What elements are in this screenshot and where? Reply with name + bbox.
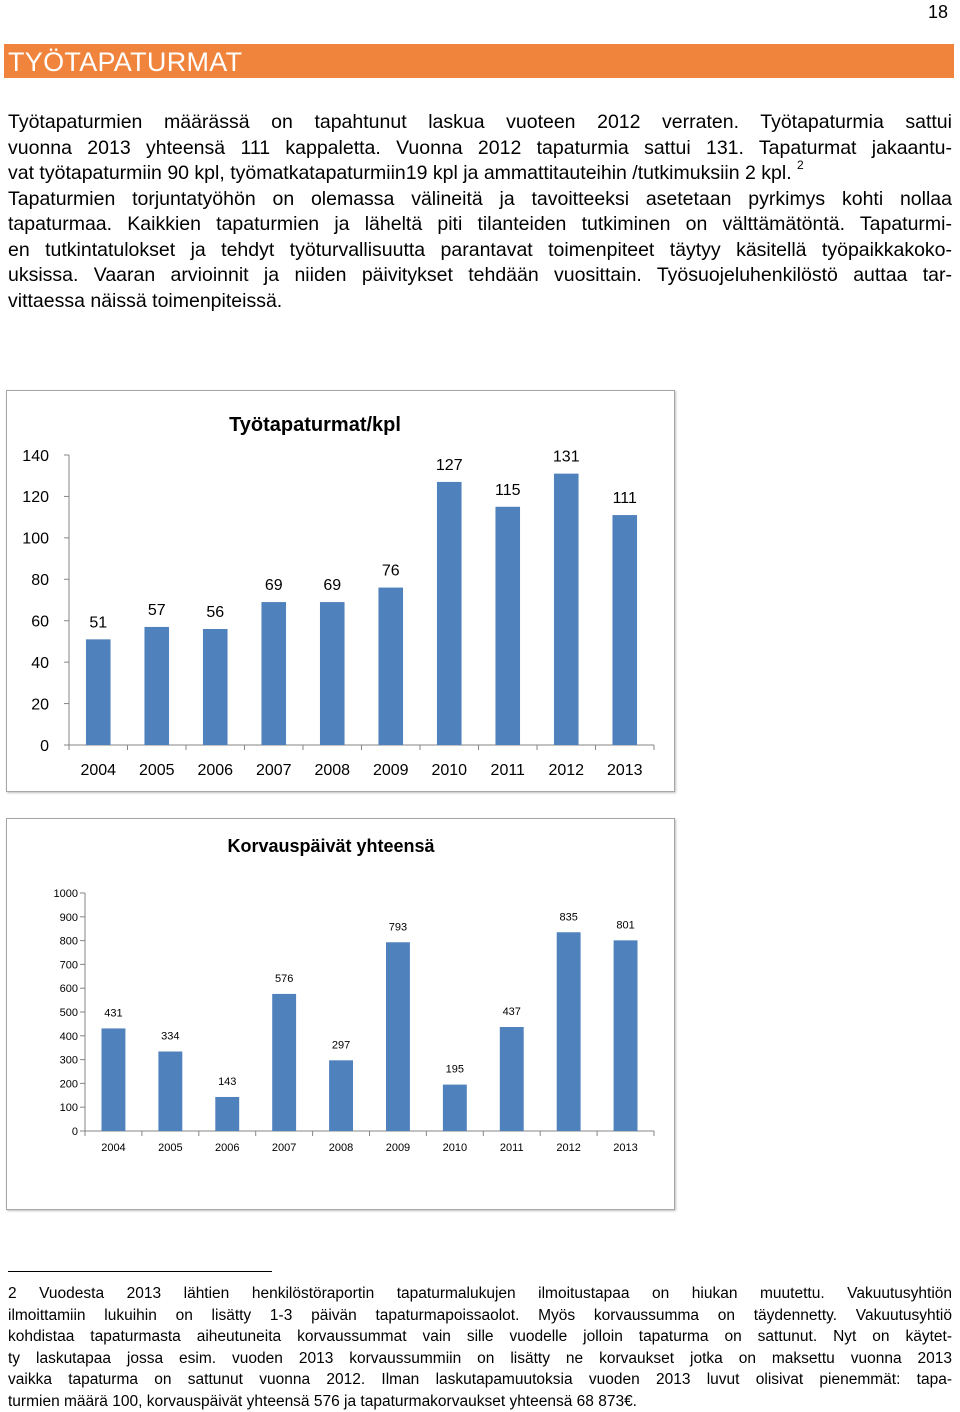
bar-2009 — [378, 588, 403, 745]
accidents-chart-svg — [7, 391, 674, 791]
y-tick-label: 600 — [60, 983, 78, 995]
y-tick-label: 700 — [60, 959, 78, 971]
bar-2006 — [215, 1097, 239, 1131]
data-label-2005: 334 — [161, 1031, 179, 1043]
chart-title: Korvauspäivät yhteensä — [227, 836, 435, 856]
x-tick-label-2008: 2008 — [329, 1142, 353, 1154]
accidents-chart — [6, 390, 675, 792]
data-label-2005: 57 — [148, 602, 166, 619]
x-tick-label-2010: 2010 — [431, 762, 467, 779]
bar-2012 — [557, 932, 581, 1131]
x-tick-label-2007: 2007 — [256, 762, 292, 779]
data-label-2011: 115 — [495, 482, 521, 499]
y-tick-label: 100 — [60, 1102, 78, 1114]
paragraph-line: Tapaturmien torjuntatyöhön on olemassa välineitä ja tavoitteeksi asetetaan pyrkimys kohti nollaa — [8, 187, 952, 213]
data-label-2012: 835 — [559, 911, 577, 923]
bar-2008 — [329, 1060, 353, 1131]
data-label-2009: 793 — [389, 921, 407, 933]
x-tick-label-2011: 2011 — [491, 762, 526, 779]
data-label-2004: 431 — [104, 1007, 122, 1019]
footnote-line: ilmoittamiin lukuihin on lisätty 1-3 päivän tapaturmapoissaolot. Myös korvaussumma on täydennetty. Vakuutusyhtiö — [8, 1305, 952, 1327]
compensation-days-chart-svg — [7, 819, 674, 1209]
y-tick-label: 120 — [22, 489, 49, 506]
data-label-2006: 56 — [206, 604, 224, 621]
paragraph-line — [8, 161, 952, 187]
footnote-line: ty laskutapaa jossa esim. vuoden 2013 korvaussummiin on lisätty ne korvaukset jotka on maksettu vuonna 2013 — [8, 1348, 952, 1370]
footnote-reference[interactable]: 2 — [797, 158, 804, 172]
footnote-line: 2 Vuodesta 2013 lähtien henkilöstöraportin tapaturmalukujen ilmoitustapaa on hiukan muutettu. Vakuutusyhtiön — [8, 1283, 952, 1305]
footnote-rule — [8, 1271, 272, 1272]
chart-title: Työtapaturmat/kpl — [229, 414, 401, 436]
bar-2009 — [386, 942, 410, 1131]
bar-2008 — [320, 602, 345, 745]
x-tick-label-2007: 2007 — [272, 1142, 296, 1154]
x-tick-label-2009: 2009 — [373, 762, 409, 779]
x-tick-label-2006: 2006 — [215, 1142, 239, 1154]
y-tick-label: 140 — [22, 448, 49, 465]
x-tick-label-2004: 2004 — [101, 1142, 125, 1154]
data-label-2012: 131 — [553, 449, 580, 466]
y-tick-label: 800 — [60, 936, 78, 948]
x-tick-label-2006: 2006 — [197, 762, 233, 779]
section-title: TYÖTAPATURMAT — [8, 47, 242, 78]
bar-2005 — [158, 1052, 182, 1131]
x-tick-label-2010: 2010 — [443, 1142, 467, 1154]
paragraph-line: tapaturmaa. Kaikkien tapaturmien ja läheltä piti tilanteiden tutkiminen on välttämätöntä. Tapaturmi- — [8, 212, 952, 238]
data-label-2008: 297 — [332, 1039, 350, 1051]
page-number: 18 — [928, 2, 948, 23]
y-tick-label: 0 — [40, 738, 49, 755]
y-tick-label: 40 — [31, 655, 49, 672]
bar-2010 — [437, 482, 462, 745]
y-tick-label: 400 — [60, 1031, 78, 1043]
body-paragraph — [8, 110, 952, 314]
data-label-2006: 143 — [218, 1076, 236, 1088]
x-tick-label-2013: 2013 — [613, 1142, 637, 1154]
x-tick-label-2011: 2011 — [500, 1142, 524, 1154]
bar-2007 — [261, 602, 286, 745]
data-label-2013: 801 — [616, 919, 634, 931]
section-banner — [4, 44, 954, 78]
footnote-line: vaikka tapaturma on sattunut vuonna 2012. Ilman laskutapamuutoksia vuoden 2013 luvut olisivat pienemmät: tapa- — [8, 1369, 952, 1391]
y-tick-label: 300 — [60, 1055, 78, 1067]
footnote-line: turmien määrä 100, korvauspäivät yhteensä 576 ja tapaturmakorvaukset yhteensä 68 873€. — [8, 1391, 952, 1412]
y-tick-label: 0 — [72, 1126, 78, 1138]
bar-2011 — [495, 507, 520, 745]
data-label-2011: 437 — [503, 1006, 521, 1018]
paragraph-line: uksissa. Vaaran arvioinnit ja niiden päivitykset tehdään vuosittain. Työsuojeluhenkilöstö auttaa tar- — [8, 263, 952, 289]
paragraph-line: Työtapaturmien määrässä on tapahtunut laskua vuoteen 2012 verraten. Työtapaturmia sattui — [8, 110, 952, 136]
compensation-days-chart — [6, 818, 675, 1210]
x-tick-label-2004: 2004 — [80, 762, 116, 779]
x-tick-label-2005: 2005 — [139, 762, 175, 779]
x-tick-label-2009: 2009 — [386, 1142, 410, 1154]
data-label-2004: 51 — [89, 614, 107, 631]
bar-2013 — [612, 515, 637, 745]
y-tick-label: 60 — [31, 613, 49, 630]
paragraph-line-text: vat työtapaturmiin 90 kpl, työmatkatapaturmiin19 kpl ja ammattitauteihin /tutkimuksiin 2 kpl. — [8, 162, 792, 184]
x-tick-label-2005: 2005 — [158, 1142, 182, 1154]
data-label-2007: 69 — [265, 577, 283, 594]
bar-2007 — [272, 994, 296, 1131]
y-tick-label: 200 — [60, 1078, 78, 1090]
y-tick-label: 1000 — [54, 888, 78, 900]
paragraph-line: en tutkintatulokset ja tehdyt työturvallisuutta parantavat toimenpiteet täytyy käsitellä työpaikkakoko- — [8, 238, 952, 264]
bar-2004 — [102, 1028, 126, 1131]
x-tick-label-2012: 2012 — [556, 1142, 580, 1154]
bar-2005 — [144, 627, 169, 745]
y-tick-label: 900 — [60, 912, 78, 924]
footnote — [8, 1283, 952, 1412]
x-tick-label-2012: 2012 — [548, 762, 584, 779]
bar-2012 — [554, 474, 579, 745]
bar-2011 — [500, 1027, 524, 1131]
paragraph-line: vittaessa näissä toimenpiteissä. — [8, 289, 952, 315]
y-tick-label: 20 — [31, 696, 49, 713]
data-label-2009: 76 — [382, 563, 400, 580]
bar-2004 — [86, 639, 111, 745]
y-tick-label: 100 — [22, 531, 49, 548]
bar-2013 — [614, 940, 638, 1131]
data-label-2010: 195 — [446, 1064, 464, 1076]
data-label-2007: 576 — [275, 973, 293, 985]
paragraph-line: vuonna 2013 yhteensä 111 kappaletta. Vuonna 2012 tapaturmia sattui 131. Tapaturmat jakaantu- — [8, 136, 952, 162]
x-tick-label-2013: 2013 — [607, 762, 643, 779]
y-tick-label: 80 — [31, 572, 49, 589]
x-tick-label-2008: 2008 — [314, 762, 350, 779]
bar-2010 — [443, 1085, 467, 1131]
footnote-line: kohdistaa tapaturmasta aiheutuneita korvaussummat vain sille vuodelle jolloin tapaturma on sattunut. Nyt on käytet- — [8, 1326, 952, 1348]
data-label-2010: 127 — [436, 457, 463, 474]
y-tick-label: 500 — [60, 1007, 78, 1019]
data-label-2013: 111 — [613, 490, 637, 507]
data-label-2008: 69 — [323, 577, 341, 594]
bar-2006 — [203, 629, 228, 745]
